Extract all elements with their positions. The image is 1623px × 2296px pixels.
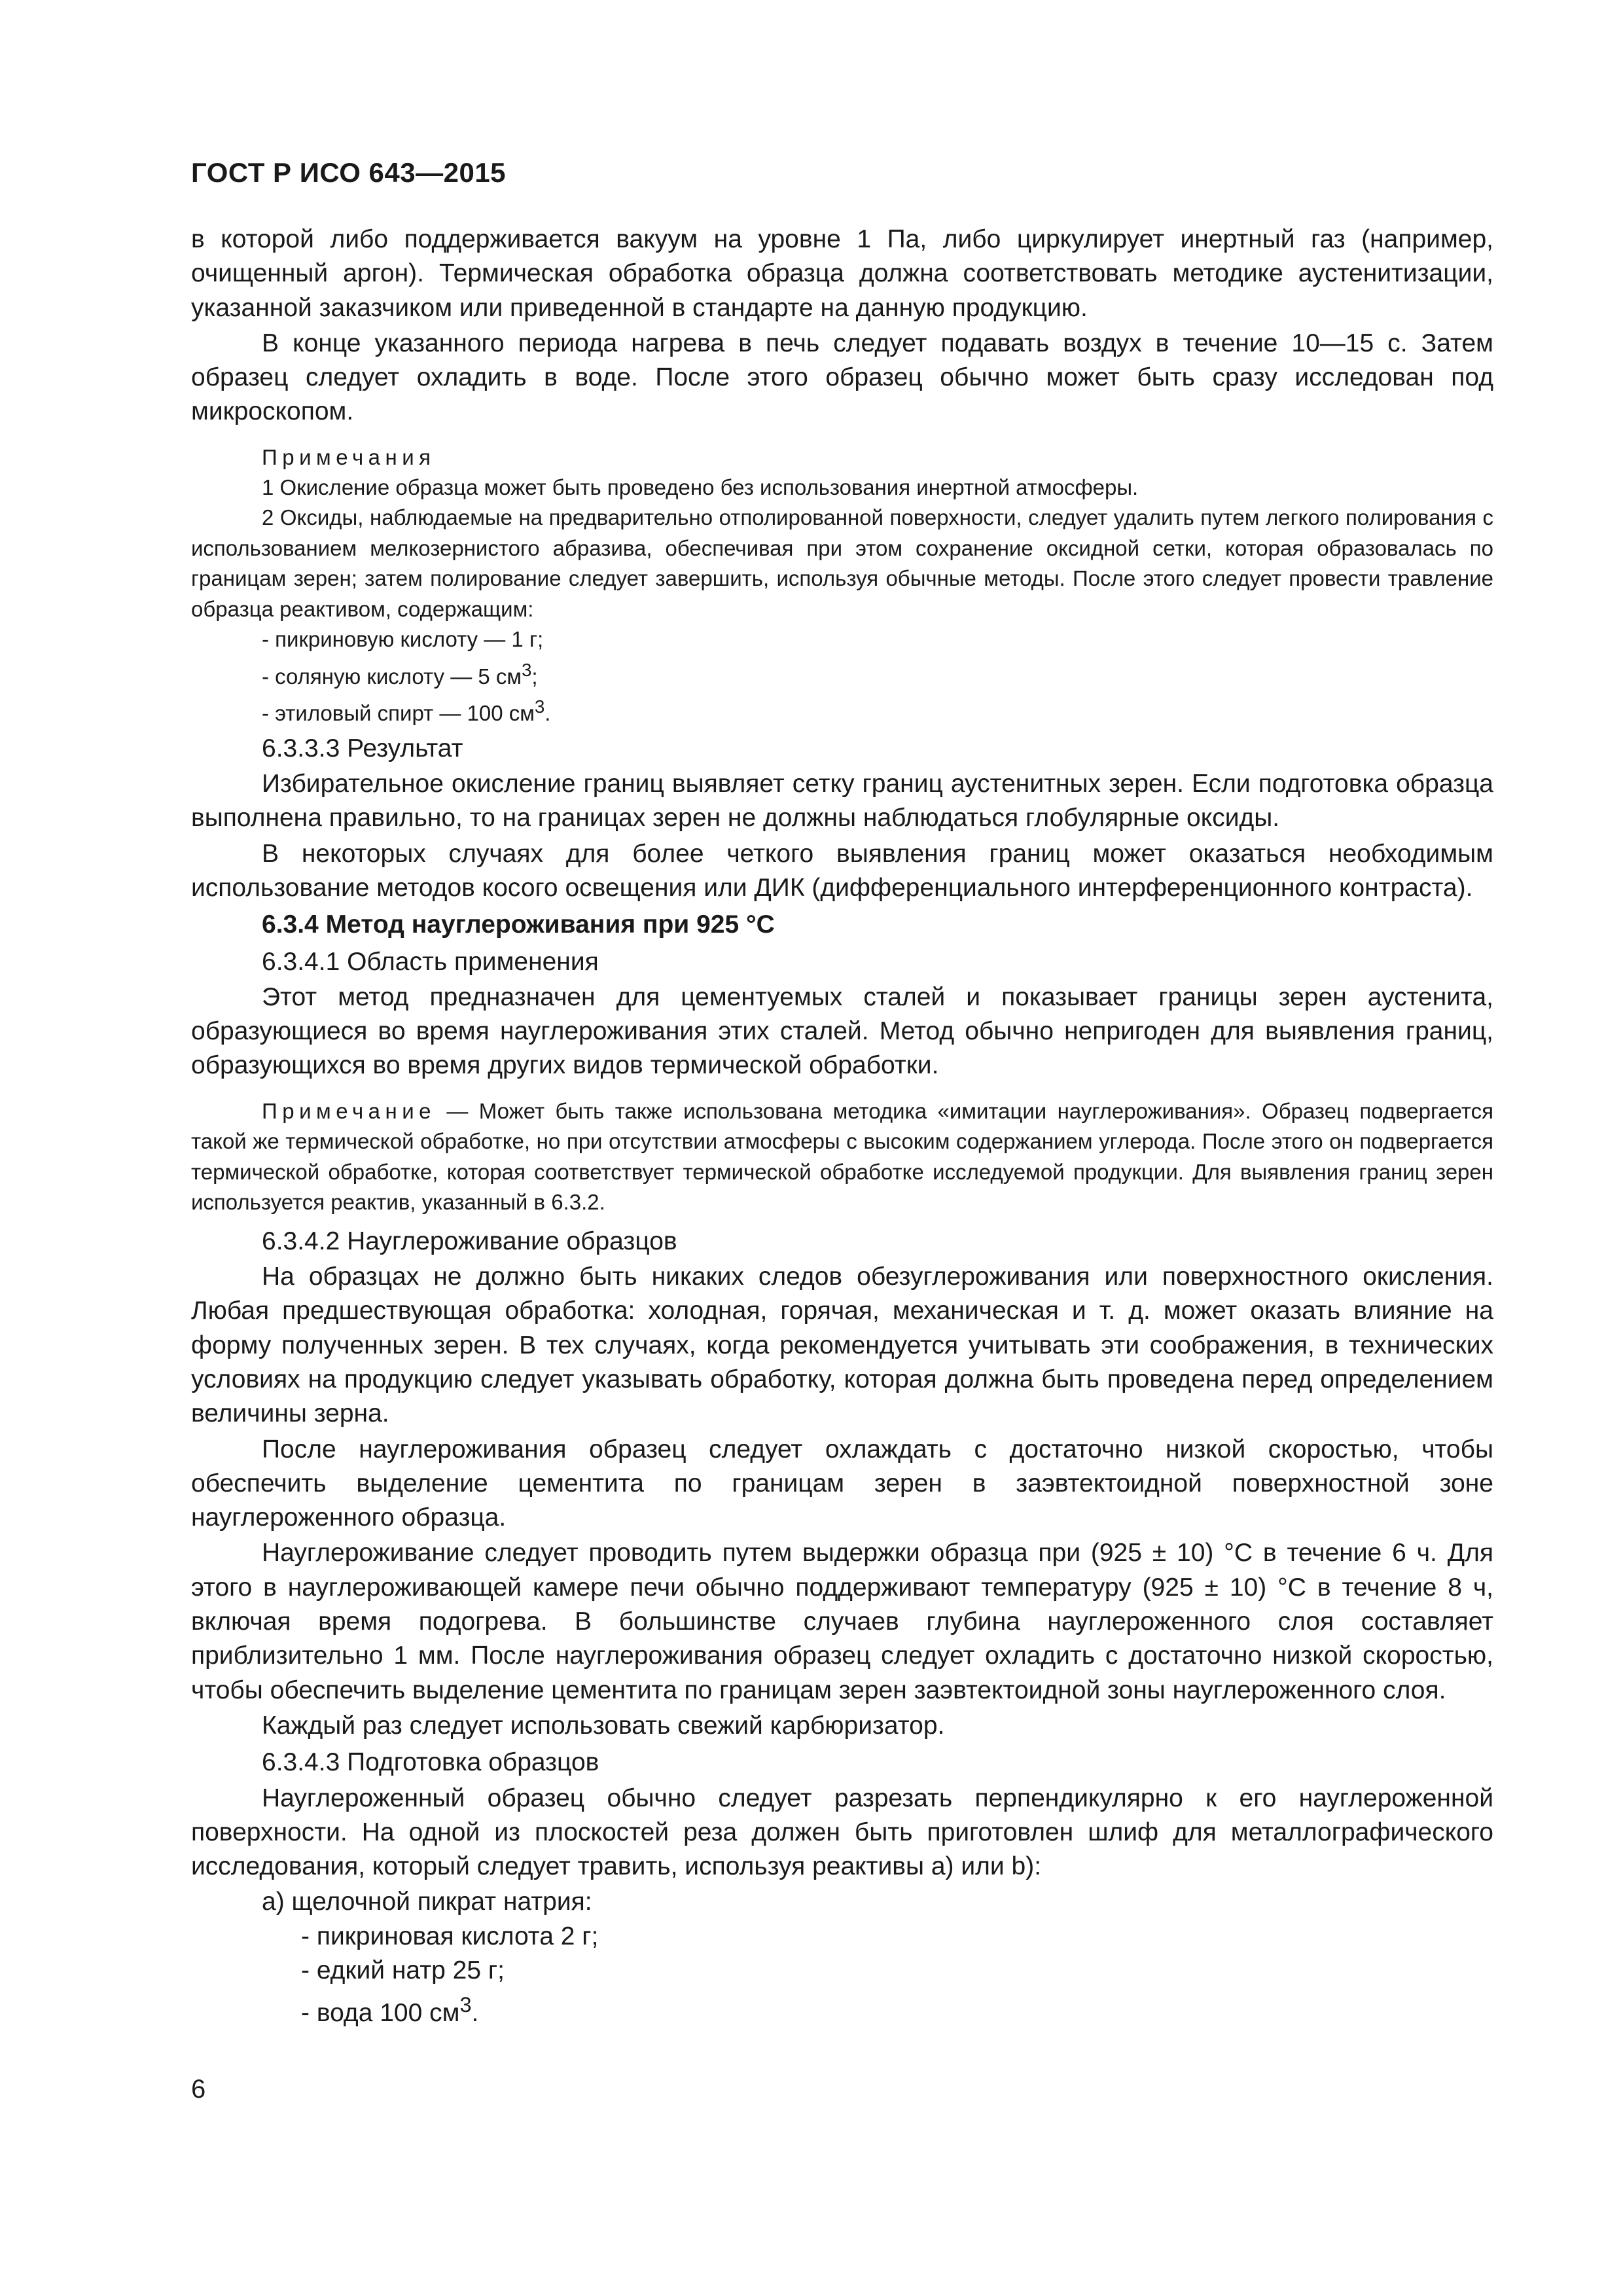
paragraph-end-heating: В конце указанного периода нагрева в печь следует подавать воздух в течение 10—15 с. Затем образец следует охладить в воде. После этого образец обычно может быть сразу исследован под микроскопом. <box>191 329 1493 426</box>
section-634-heading: 6.3.4 Метод науглероживания при 925 °С <box>262 910 775 939</box>
paragraph-result-2: В некоторых случаях для более четкого выявления границ может оказаться необходимым использование методов косого освещения или ДИК (дифференциального интерференционного контраста). <box>191 839 1493 902</box>
page-number: 6 <box>191 2075 206 2104</box>
note-1: 1 Окисление образца может быть проведено без использования инертной атмосферы. <box>262 475 1139 499</box>
notes-title: Примечания <box>262 444 436 469</box>
page-content <box>191 223 1493 2031</box>
paragraph-carburizing-4: Каждый раз следует использовать свежий карбюризатор. <box>262 1711 945 1740</box>
paragraph-carburizing-1: На образцах не должно быть никаких следов обезуглероживания или поверхностного окисления. Любая предшествующая обработка: холодная, горячая, механическая и т. д. может оказать влияние на форму полученных зерен. В тех случаях, когда рекомендуется учитывать эти соображения, в технических условиях на продукцию следует указывать обработку, которая должна быть проведена перед определением величины зерна. <box>191 1263 1493 1428</box>
section-6342-heading: 6.3.4.2 Науглероживание образцов <box>262 1227 677 1255</box>
note-2: 2 Оксиды, наблюдаемые на предварительно отполированной поверхности, следует удалить путем легкого полирования с использованием мелкозернистого абразива, обеспечивая при этом сохранение оксидной сетки, которая образовалась по границам зерен; затем полирование следует завершить, используя обычные методы. После этого следует провести травление образца реактивом, содержащим: <box>191 505 1493 621</box>
paragraph-preparation: Науглероженный образец обычно следует разрезать перпендикулярно к его науглероженной поверхности. На одной из плоскостей реза должен быть приготовлен шлиф для металлографического исследования, который следует травить, используя реактивы a) или b): <box>191 1784 1493 1881</box>
note-single <box>191 1096 1493 1218</box>
note-list-item: - соляную кислоту — 5 $см^3$; <box>262 659 538 689</box>
sub-list-item: - пикриновая кислота 2 г; <box>301 1922 599 1950</box>
paragraph-carburizing-3: Науглероживание следует проводить путем выдержки образца при (925 ± 10) °С в течение 6 ч. Для этого в науглероживающей камере печи обычно поддерживают температуру (925 ± 10) °С в течение 8 ч, включая время подогрева. В большинстве случаев глубина науглероженного слоя составляет приблизительно 1 мм. После науглероживания образец следует охладить с достаточно низкой скоростью, чтобы обеспечить выделение цементита по границам зерен заэвтектоидной зоны науглероженного слоя. <box>191 1539 1493 1704</box>
note-list-item: - этиловый спирт — 100 $см^3$. <box>262 696 551 726</box>
document-header: ГОСТ Р ИСО 643—2015 <box>191 157 507 188</box>
list-item-a: а) щелочной пикрат натрия: <box>262 1888 592 1916</box>
note-list-item: - пикриновую кислоту — 1 г; <box>262 627 544 652</box>
section-6341-heading: 6.3.4.1 Область применения <box>262 947 599 976</box>
sub-list-item: - вода 100 $см^3$. <box>301 1993 479 2028</box>
paragraph-vacuum: в которой либо поддерживается вакуум на уровне 1 Па, либо циркулирует инертный газ (например, очищенный аргон). Термическая обработка образца должна соответствовать методике аустенитизации, указанной заказчиком или приведенной в стандарте на данную продукцию. <box>191 225 1493 322</box>
paragraph-result-1: Избирательное окисление границ выявляет сетку границ аустенитных зерен. Если подготовка образца выполнена правильно, то на границах зерен не должны наблюдаться глобулярные оксиды. <box>191 770 1493 833</box>
section-6333-heading: 6.3.3.3 Результат <box>262 734 463 762</box>
paragraph-carburizing-2: После науглероживания образец следует охлаждать с достаточно низкой скоростью, чтобы обеспечить выделение цементита по границам зерен в заэвтектоидной поверхностной зоне науглероженного образца. <box>191 1435 1493 1532</box>
note-text: — Может быть также использована методика «имитации науглероживания». Образец подвергается такой же термической обработке, но при отсутствии атмосферы с высоким содержанием углерода. После этого он подвергается термической обработке, которая соответствует термической обработке исследуемой продукции. Для выявления границ зерен используется реактив, указанный в 6.3.2. <box>191 1098 1493 1215</box>
note-label: Примечание <box>262 1098 437 1123</box>
sub-list-item: - едкий натр 25 г; <box>301 1956 505 1984</box>
section-6343-heading: 6.3.4.3 Подготовка образцов <box>262 1748 599 1777</box>
paragraph-scope: Этот метод предназначен для цементуемых сталей и показывает границы зерен аустенита, образующиеся во время науглероживания этих сталей. Метод обычно непригоден для выявления границ, образующихся во время других видов термической обработки. <box>191 982 1493 1080</box>
